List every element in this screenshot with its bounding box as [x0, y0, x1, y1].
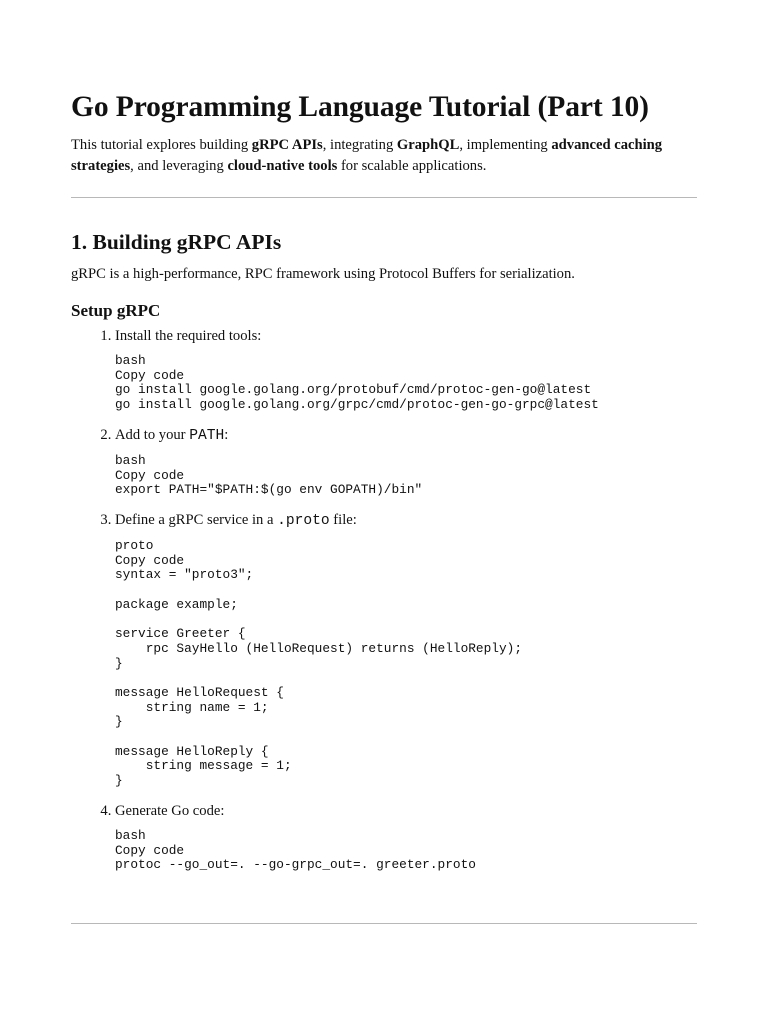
steps-list	[71, 326, 697, 873]
code-line: bash	[115, 353, 146, 368]
intro-bold-grpc: gRPC APIs	[251, 137, 323, 153]
code-block	[115, 539, 697, 789]
section-description: gRPC is a high-performance, RPC framework using Protocol Buffers for serialization.	[71, 266, 575, 282]
copy-code-label[interactable]: Copy code	[115, 842, 185, 858]
list-item	[115, 425, 697, 498]
step-text	[115, 510, 697, 531]
intro-bold-caching: advanced caching strategies	[71, 137, 663, 174]
code-line: message HelloReply {	[115, 743, 269, 759]
code-line: message HelloRequest {	[115, 684, 284, 700]
intro-text: , implementing	[459, 137, 552, 153]
step-text-part: file:	[329, 511, 357, 528]
intro-text: for scalable applications.	[337, 158, 487, 174]
step-text-part: Add to your	[115, 426, 190, 443]
list-item	[115, 801, 697, 873]
intro-text: , integrating	[322, 137, 397, 153]
intro-bold-cloud: cloud-native tools	[227, 158, 338, 174]
section-heading: 1. Building gRPC APIs	[71, 230, 282, 254]
inline-code: .proto	[277, 512, 330, 529]
code-line: rpc SayHello (HelloRequest) returns (HelloReply);	[115, 640, 523, 656]
code-line: string name = 1;	[115, 699, 269, 715]
intro-text: This tutorial explores building	[71, 137, 252, 153]
step-text-part: :	[224, 426, 229, 443]
page-title: Go Programming Language Tutorial (Part 10)	[71, 91, 649, 123]
code-line	[115, 671, 697, 686]
code-line: bash	[115, 452, 146, 468]
intro-bold-graphql: GraphQL	[396, 137, 460, 153]
code-line: }	[115, 714, 123, 730]
inline-code: PATH	[189, 427, 225, 444]
list-item	[115, 326, 697, 413]
code-line	[115, 612, 697, 627]
copy-code-label[interactable]: Copy code	[115, 552, 185, 568]
code-block	[115, 829, 697, 873]
code-line: go install google.golang.org/protobuf/cmd/protoc-gen-go@latest	[115, 382, 592, 398]
code-block	[115, 454, 697, 498]
code-block	[115, 354, 697, 413]
intro-text: , and leveraging	[130, 158, 228, 174]
divider	[71, 197, 697, 198]
copy-code-label[interactable]: Copy code	[115, 367, 185, 383]
intro-paragraph	[71, 135, 697, 177]
code-line: bash	[115, 827, 146, 843]
step-text: 4. Generate Go code:	[115, 802, 225, 819]
step-text	[115, 425, 697, 446]
code-line: string message = 1;	[115, 758, 292, 774]
code-line: package example;	[115, 596, 238, 612]
code-line	[115, 583, 697, 598]
code-line: export PATH="$PATH:$(go env GOPATH)/bin"	[115, 482, 423, 498]
code-line	[115, 730, 697, 745]
code-line: protoc --go_out=. --go-grpc_out=. greeter.proto	[115, 857, 476, 873]
code-line: go install google.golang.org/grpc/cmd/protoc-gen-go-grpc@latest	[115, 397, 599, 413]
code-line: }	[115, 655, 123, 671]
code-line: syntax = "proto3";	[115, 567, 254, 583]
list-item	[115, 510, 697, 789]
code-line: }	[115, 773, 123, 789]
step-text: 1. Install the required tools:	[115, 328, 262, 344]
step-text-part: Define a gRPC service in a	[115, 511, 278, 528]
divider	[71, 923, 697, 924]
subsection-heading: Setup gRPC	[71, 301, 161, 320]
copy-code-label[interactable]: Copy code	[115, 467, 185, 483]
code-line: service Greeter {	[115, 626, 246, 642]
code-line: proto	[115, 537, 154, 553]
